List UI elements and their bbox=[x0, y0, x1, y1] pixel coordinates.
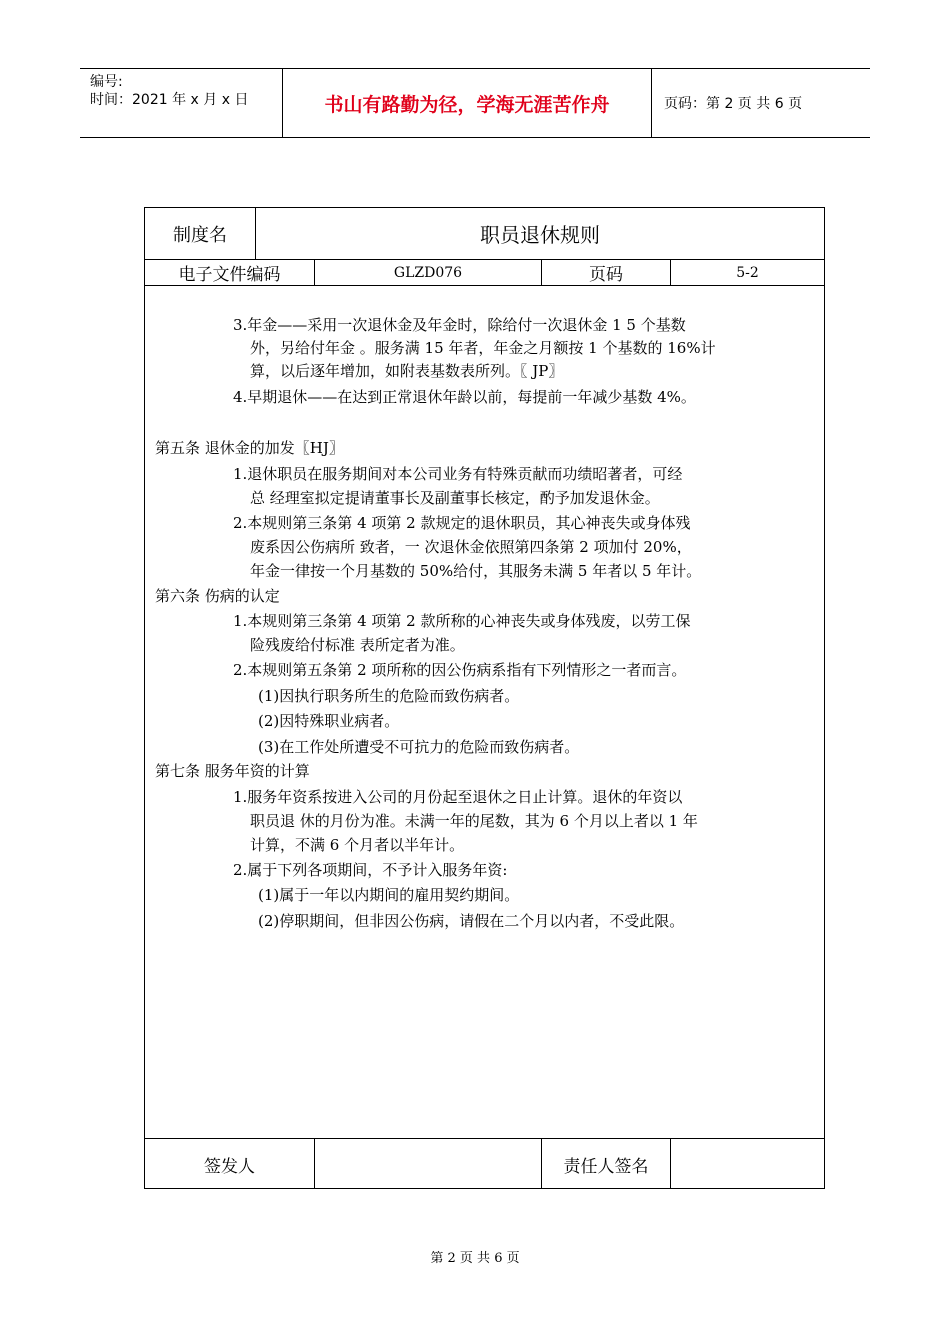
file-code-label: 电子文件编码 bbox=[145, 260, 315, 285]
doc-date: 时间：2021 年 x 月 x 日 bbox=[90, 92, 249, 108]
body-line: 1.退休职员在服务期间对本公司业务有特殊贡献而功绩昭著者，可经 bbox=[233, 465, 683, 483]
body-line: 1.服务年资系按进入公司的月份起至退休之日止计算。退休的年资以 bbox=[233, 788, 683, 806]
regulation-form bbox=[144, 207, 825, 1189]
body-line: 算，以后逐年增加，如附表基数表所列。〖 JP〗 bbox=[250, 362, 564, 380]
article-heading: 第五条 退休金的加发〖HJ〗 bbox=[155, 439, 344, 457]
body-line: 2.属于下列各项期间，不予计入服务年资: bbox=[233, 861, 508, 879]
body-line: 1.本规则第三条第 4 项第 2 款所称的心神丧失或身体残废，以劳工保 bbox=[233, 612, 691, 630]
signature-row bbox=[145, 1138, 824, 1189]
page-header bbox=[80, 68, 870, 138]
body-line: (2)因特殊职业病者。 bbox=[258, 712, 400, 730]
page-number-value: 5-2 bbox=[736, 264, 759, 281]
article-heading: 第六条 伤病的认定 bbox=[155, 587, 280, 605]
article-heading: 第七条 服务年资的计算 bbox=[155, 762, 310, 780]
form-title-row bbox=[145, 208, 824, 260]
body-line: 4.早期退休——在达到正常退休年龄以前，每提前一年减少基数 4%。 bbox=[233, 388, 696, 406]
body-line: 职员退 休的月份为准。未满一年的尾数，其为 6 个月以上者以 1 年 bbox=[250, 812, 698, 830]
body-line: (1)属于一年以内期间的雇用契约期间。 bbox=[258, 886, 520, 904]
body-line: 3.年金——采用一次退休金及年金时，除给付一次退休金 1 5 个基数 bbox=[233, 316, 686, 334]
body-line: 险残废给付标准 表所定者为准。 bbox=[250, 636, 465, 654]
doc-number-label: 编号: bbox=[90, 74, 123, 90]
issuer-field bbox=[315, 1139, 542, 1189]
file-code-value: GLZD076 bbox=[315, 260, 542, 285]
issuer-label: 签发人 bbox=[145, 1139, 315, 1189]
body-line: (3)在工作处所遭受不可抗力的危险而致伤病者。 bbox=[258, 738, 580, 756]
regulation-title: 职员退休规则 bbox=[480, 223, 600, 247]
responsible-signature-label: 责任人签名 bbox=[542, 1139, 671, 1189]
body-line: 2.本规则第三条第 4 项第 2 款规定的退休职员，其心神丧失或身体残 bbox=[233, 514, 691, 532]
responsible-signature-field bbox=[671, 1139, 824, 1189]
body-line: 废系因公伤病所 致者，一 次退休金依照第四条第 2 项加付 20%， bbox=[250, 538, 692, 556]
header-meta bbox=[80, 69, 283, 137]
body-line: 总 经理室拟定提请董事长及副董事长核定，酌予加发退休金。 bbox=[250, 489, 660, 507]
body-line: (1)因执行职务所生的危险而致伤病者。 bbox=[258, 687, 520, 705]
body-line: (2)停职期间，但非因公伤病，请假在二个月以内者，不受此限。 bbox=[258, 912, 685, 930]
form-code-row bbox=[145, 260, 824, 286]
regulation-name-label: 制度名 bbox=[145, 208, 256, 259]
body-line: 年金一律按一个月基数的 50%给付，其服务未满 5 年者以 5 年计。 bbox=[250, 562, 702, 580]
header-page-info: 页码：第 2 页 共 6 页 bbox=[664, 96, 803, 112]
body-line: 2.本规则第五条第 2 项所称的因公伤病系指有下列情形之一者而言。 bbox=[233, 661, 687, 679]
body-line: 外，另给付年金 。服务满 15 年者，年金之月额按 1 个基数的 16%计 bbox=[250, 339, 716, 357]
body-line: 计算，不满 6 个月者以半年计。 bbox=[250, 836, 465, 854]
page-number-label: 页码 bbox=[542, 260, 671, 285]
page-footer: 第 2 页 共 6 页 bbox=[430, 1251, 520, 1266]
header-motto: 书山有路勤为径，学海无涯苦作舟 bbox=[283, 69, 652, 137]
regulation-body bbox=[145, 286, 824, 1139]
